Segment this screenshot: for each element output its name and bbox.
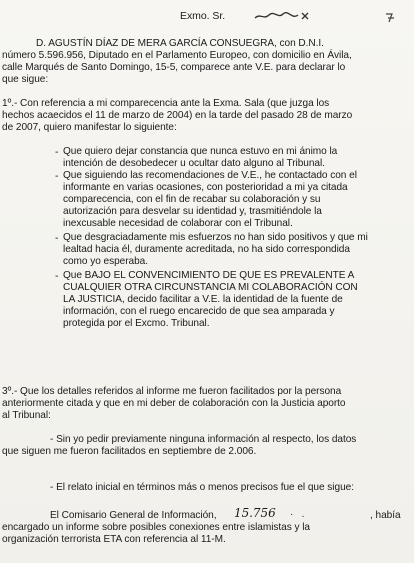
bullet-1-line-1: Que quiero dejar constancia que nunca estuvo en mi ánimo la [63, 146, 338, 157]
bullet-1-line-2: intención de desobedecer u ocultar dato alguno al Tribunal. [63, 158, 325, 169]
final-line-1b: , había [370, 510, 401, 521]
intro-line-1: D. AGUSTÍN DÍAZ DE MERA GARCÍA CONSUEGRA, con D.N.I. [36, 38, 324, 49]
section3-line-3: al Tribunal: [2, 410, 51, 421]
intro-line-3: calle Marqués de Santo Domingo, 15-5, comparece ante V.E. para declarar lo [2, 62, 346, 73]
intro-line-4: que sigue: [2, 74, 49, 85]
handwritten-number: 15.756 [234, 506, 276, 520]
section3-item1-line-1: - Sin yo pedir previamente ninguna información al respecto, los datos [50, 434, 357, 445]
bullet-marker: - [55, 146, 59, 158]
bullet-4-line-5: protegida por el Excmo. Tribunal. [63, 318, 210, 329]
section3-line-2: anteriormente citada y que en mi deber de colaboración con la Justicia aporto [2, 398, 346, 409]
final-line-3: organización terrorista ETA con referencia al 11-M. [2, 534, 226, 545]
salutation: Exmo. Sr. [180, 10, 226, 22]
bullet-marker: - [55, 232, 59, 244]
bullet-2-line-3: comparecencia, con el fin de recabar su colaboración y su [63, 194, 321, 205]
section1-line-1: 1º.- Con referencia a mi comparecencia ante la Exma. Sala (que juzga los [2, 98, 330, 109]
intro-line-2: número 5.596.956, Diputado en el Parlamento Europeo, con domicilio en Ávila, [2, 50, 352, 61]
bullet-3-line-3: como yo esperaba. [63, 256, 148, 267]
redaction-scribble [252, 9, 312, 23]
final-line-2: encargado un informe sobre posibles conexiones entre islamistas y la [2, 522, 310, 533]
bullet-2-line-1: Que siguiendo las recomendaciones de V.E., he contactado con el [63, 170, 357, 181]
bullet-4-line-1: Que BAJO EL CONVENCIMIENTO DE QUE ES PREVALENTE A [63, 270, 355, 281]
bullet-4-line-3: LA JUSTICIA, decido facilitar a V.E. la identidad de la fuente de [63, 294, 343, 305]
bullet-4-line-2: CUALQUIER OTRA CIRCUNSTANCIA MI COLABORACIÓN CON [63, 282, 358, 293]
bullet-marker: - [55, 270, 59, 282]
final-line-1a: El Comisario General de Información, [50, 510, 217, 521]
redaction-marks: · . [290, 509, 305, 520]
bullet-marker: - [55, 170, 59, 182]
bullet-3-line-1: Que desgraciadamente mis esfuerzos no han sido positivos y que mi [63, 232, 368, 243]
section1-line-3: de 2007, quiero manifestar lo siguiente: [2, 122, 177, 133]
bullet-4-line-4: información, con el ruego encarecido de que sea amparada y [63, 306, 335, 317]
bullet-2-line-5: inexcusable necesidad de colaborar con el Tribunal. [63, 218, 293, 229]
bullet-2-line-4: autorización para desvelar su identidad y, trasmitiéndole la [63, 206, 322, 217]
section3-item2: - El relato inicial en términos más o menos precisos fue el que sigue: [50, 482, 354, 493]
section1-line-2: hechos acaecidos el 11 de marzo de 2004) en la tarde del pasado 28 de marzo [2, 110, 353, 121]
margin-mark [382, 11, 402, 25]
section3-item1-line-2: que siguen me fueron facilitados en septiembre de 2.006. [2, 446, 257, 457]
bullet-2-line-2: informante en varias ocasiones, con posterioridad a mi ya citada [63, 182, 348, 193]
bullet-3-line-2: lealtad hacia él, duramente acreditada, no ha sido correspondida [63, 244, 350, 255]
section3-line-1: 3º.- Que los detalles referidos al informe me fueron facilitados por la persona [2, 386, 342, 397]
